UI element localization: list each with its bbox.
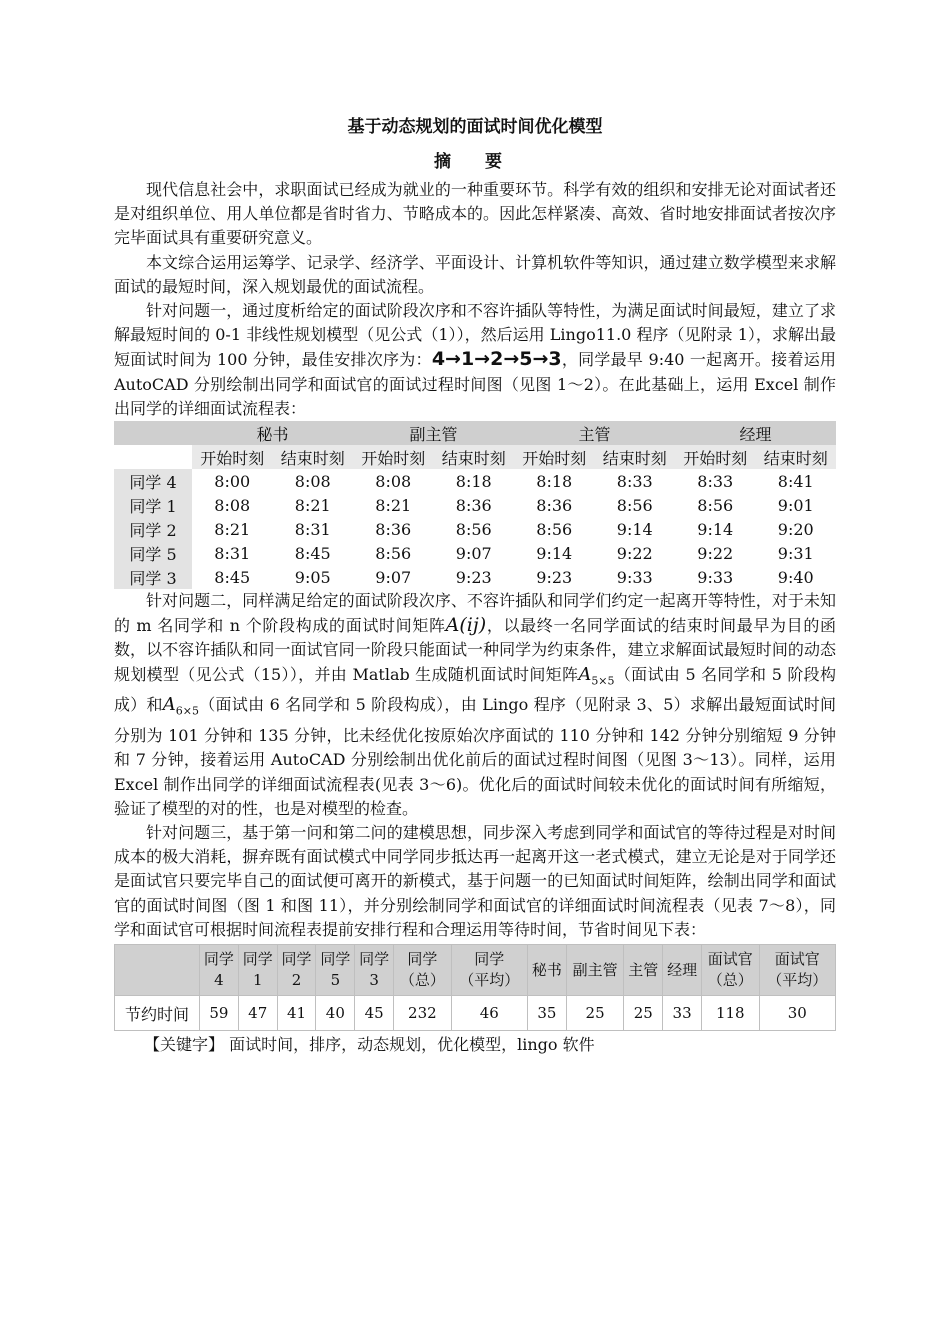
stage-header: 副主管 — [353, 421, 514, 445]
time-cell: 8:45 — [294, 543, 331, 563]
optimal-sequence: 4→1→2→5→3 — [431, 348, 562, 371]
time-savings-table — [114, 944, 836, 1031]
corner-cell — [114, 445, 192, 469]
time-cell: 9:05 — [294, 567, 331, 587]
stage-header: 经理 — [675, 421, 836, 445]
problem-2-text-a: 针对问题二，同样满足给定的面试阶段次序、不容许插队和同学们约定一起离开等特性，对于未知的 m 名同学和 n 个阶段构成的面试时间矩阵 — [114, 591, 836, 636]
savings-value: 46 — [451, 996, 527, 1031]
time-cell: 8:31 — [214, 543, 251, 563]
time-cell: 9:07 — [455, 543, 492, 563]
time-cell: 9:33 — [616, 567, 653, 587]
time-cell: 8:33 — [616, 471, 653, 491]
time-cell: 9:22 — [697, 543, 734, 563]
savings-header: 面试官 （平均） — [759, 945, 835, 996]
matrix-subscript: 5×5 — [591, 674, 615, 688]
time-cell: 8:56 — [536, 519, 573, 539]
matrix-a-ij: A(ij) — [445, 614, 487, 637]
time-cell: 9:01 — [777, 495, 814, 515]
end-time-header: 结束时刻 — [595, 445, 676, 469]
savings-header-row — [115, 945, 836, 996]
time-cell: 8:08 — [375, 471, 412, 491]
time-cell: 9:14 — [536, 543, 573, 563]
problem-1-text-b: ，同学最早 9:40 一起离开。接着运用 AutoCAD 分别绘制出同学和面试官的面试过程时间图（见图 1～2）。在此基础上，运用 Excel 制作出同学的详细面试流程表： — [114, 350, 836, 418]
savings-value: 40 — [316, 996, 355, 1031]
problem-2-text-d: （面试由 6 名同学和 5 阶段构成），由 Lingo 程序（见附录 3、5）求解出最短面试时间分别为 101 分钟和 135 分钟，比未经优化按原始次序面试的 110 分钟和 142 分钟分别缩短 9 分钟和 7 分钟，接着运用 AutoCAD 分别绘制出优化前后的面试过程时间图（见图 3～13）。同样，运用 Excel 制作出同学的详细面试流程表(见表 3～6)。优化后的面试时间较未优化的面试时间有所缩短，验证了模型的对的性，也是对模型的检查。 — [114, 695, 836, 818]
time-cell: 8:08 — [214, 495, 251, 515]
table-row — [114, 565, 836, 589]
paragraph-method: 本文综合运用运筹学、记录学、经济学、平面设计、计算机软件等知识，通过建立数学模型来求解面试的最短时间，深入规划最优的面试流程。 — [114, 252, 836, 296]
time-cell: 8:00 — [214, 471, 251, 491]
end-time-header: 结束时刻 — [273, 445, 354, 469]
time-cell: 8:21 — [294, 495, 331, 515]
matrix-a-5x5 — [578, 663, 615, 688]
paragraph-intro: 现代信息社会中，求职面试已经成为就业的一种重要环节。科学有效的组织和安排无论对面试者还是对组织单位、用人单位都是省时省力、节略成本的。因此怎样紧凑、高效、省时地安排面试者按次序完毕面试具有重要研究意义。 — [114, 180, 836, 248]
paragraph-problem-3: 针对问题三，基于第一问和第二问的建模思想，同步深入考虑到同学和面试官的等待过程是对时间成本的极大消耗，摒弃既有面试模式中同学同步抵达再一起离开这一老式模式，建立无论是对于同学还是面试官只要完毕自己的面试便可离开的新模式，基于问题一的已知面试时间矩阵，绘制出同学和面试官的面试时间图（图 1 和图 11），并分别绘制同学和面试官的详细面试时间流程表（见表 7～8），同学和面试官可根据时间流程表提前安排行程和合理运用等待时间，节省时间见下表： — [114, 823, 836, 939]
time-cell: 8:56 — [455, 519, 492, 539]
time-cell: 8:41 — [777, 471, 814, 491]
student-name-cell: 同学 5 — [114, 541, 192, 565]
student-name-cell: 同学 4 — [114, 469, 192, 493]
savings-value: 35 — [527, 996, 566, 1031]
savings-value: 41 — [277, 996, 316, 1031]
time-cell: 8:21 — [375, 495, 412, 515]
time-cell: 9:23 — [455, 567, 492, 587]
interview-schedule-table — [114, 421, 836, 589]
savings-value: 25 — [566, 996, 624, 1031]
time-cell: 9:07 — [375, 567, 412, 587]
matrix-a-6x5 — [162, 694, 200, 719]
time-cell: 8:08 — [294, 471, 331, 491]
matrix-symbol: A — [162, 694, 176, 716]
paragraph-problem-1 — [114, 299, 836, 421]
stage-header-row — [114, 421, 836, 445]
matrix-subscript: 6×5 — [175, 705, 200, 719]
savings-value: 59 — [200, 996, 239, 1031]
savings-value: 232 — [394, 996, 452, 1031]
time-cell: 9:33 — [697, 567, 734, 587]
end-time-header: 结束时刻 — [756, 445, 837, 469]
time-cell: 8:31 — [294, 519, 331, 539]
time-cell: 9:23 — [536, 567, 573, 587]
time-cell: 8:33 — [697, 471, 734, 491]
stage-header: 秘书 — [192, 421, 353, 445]
savings-value: 45 — [355, 996, 394, 1031]
savings-row-label: 节约时间 — [115, 996, 200, 1031]
time-cell: 9:31 — [777, 543, 814, 563]
start-time-header: 开始时刻 — [675, 445, 756, 469]
savings-value: 25 — [624, 996, 663, 1031]
savings-value: 30 — [759, 996, 835, 1031]
keywords-text: 面试时间，排序，动态规划，优化模型，lingo 软件 — [224, 1035, 595, 1055]
problem-1-text-a: 针对问题一，通过度析给定的面试阶段次序和不容许插队等特性，为满足面试时间最短，建立了求解最短时间的 0-1 非线性规划模型（见公式（1）），然后运用 Lingo11.0 程序（见附录 1），求解出最短面试时间为 100 分钟，最佳安排次序为： — [114, 301, 836, 370]
end-time-header: 结束时刻 — [434, 445, 515, 469]
time-cell: 9:14 — [616, 519, 653, 539]
time-cell: 8:36 — [536, 495, 573, 515]
time-cell: 8:18 — [536, 471, 573, 491]
start-time-header: 开始时刻 — [192, 445, 273, 469]
problem-2-text-c: （面试由 5 名同学和 5 阶段构成）和 — [114, 664, 836, 715]
savings-header: 主管 — [624, 945, 663, 996]
savings-header: 同学 2 — [277, 945, 316, 996]
stage-header: 主管 — [514, 421, 675, 445]
abstract-heading: 摘 要 — [434, 152, 516, 172]
paragraph-problem-2 — [114, 589, 836, 821]
time-header-row — [114, 445, 836, 469]
paper-page — [114, 112, 836, 1057]
savings-value: 47 — [238, 996, 277, 1031]
savings-value: 118 — [702, 996, 760, 1031]
table-row — [114, 469, 836, 493]
savings-header: 经理 — [663, 945, 702, 996]
savings-header: 副主管 — [566, 945, 624, 996]
time-cell: 9:22 — [616, 543, 653, 563]
time-cell: 8:36 — [375, 519, 412, 539]
savings-value: 33 — [663, 996, 702, 1031]
paper-title: 基于动态规划的面试时间优化模型 — [347, 117, 603, 137]
student-name-cell: 同学 2 — [114, 517, 192, 541]
student-name-cell: 同学 1 — [114, 493, 192, 517]
time-cell: 8:21 — [214, 519, 251, 539]
savings-header: 面试官 （总） — [702, 945, 760, 996]
time-cell: 8:56 — [697, 495, 734, 515]
time-cell: 8:45 — [214, 567, 251, 587]
student-name-cell: 同学 3 — [114, 565, 192, 589]
time-cell: 9:14 — [697, 519, 734, 539]
table-row — [114, 493, 836, 517]
time-cell: 9:40 — [777, 567, 814, 587]
table-row — [115, 996, 836, 1031]
time-cell: 8:18 — [455, 471, 492, 491]
savings-header: 秘书 — [527, 945, 566, 996]
savings-header: 同学 1 — [238, 945, 277, 996]
keywords-label: 【关键字】 — [144, 1035, 225, 1055]
time-cell: 9:20 — [777, 519, 814, 539]
time-cell: 8:36 — [455, 495, 492, 515]
savings-header: 同学 5 — [316, 945, 355, 996]
corner-cell — [114, 421, 192, 445]
savings-header: 同学 （总） — [394, 945, 452, 996]
corner-cell — [115, 945, 200, 996]
table-row — [114, 517, 836, 541]
time-cell: 8:56 — [616, 495, 653, 515]
start-time-header: 开始时刻 — [353, 445, 434, 469]
savings-header: 同学 4 — [200, 945, 239, 996]
keywords-line — [114, 1033, 836, 1057]
savings-header: 同学 3 — [355, 945, 394, 996]
time-cell: 8:56 — [375, 543, 412, 563]
problem-2-text-b: ，以最终一名同学面试的结束时间最早为目的函数，以不容许插队和同一面试官同一阶段只能面试一种同学为约束条件，建立求解面试最短时间的动态规划模型（见公式（15）），并由 Matlab 生成随机面试时间矩阵 — [114, 616, 836, 684]
table-row — [114, 541, 836, 565]
matrix-symbol: A — [578, 663, 592, 685]
savings-header: 同学 （平均） — [451, 945, 527, 996]
start-time-header: 开始时刻 — [514, 445, 595, 469]
